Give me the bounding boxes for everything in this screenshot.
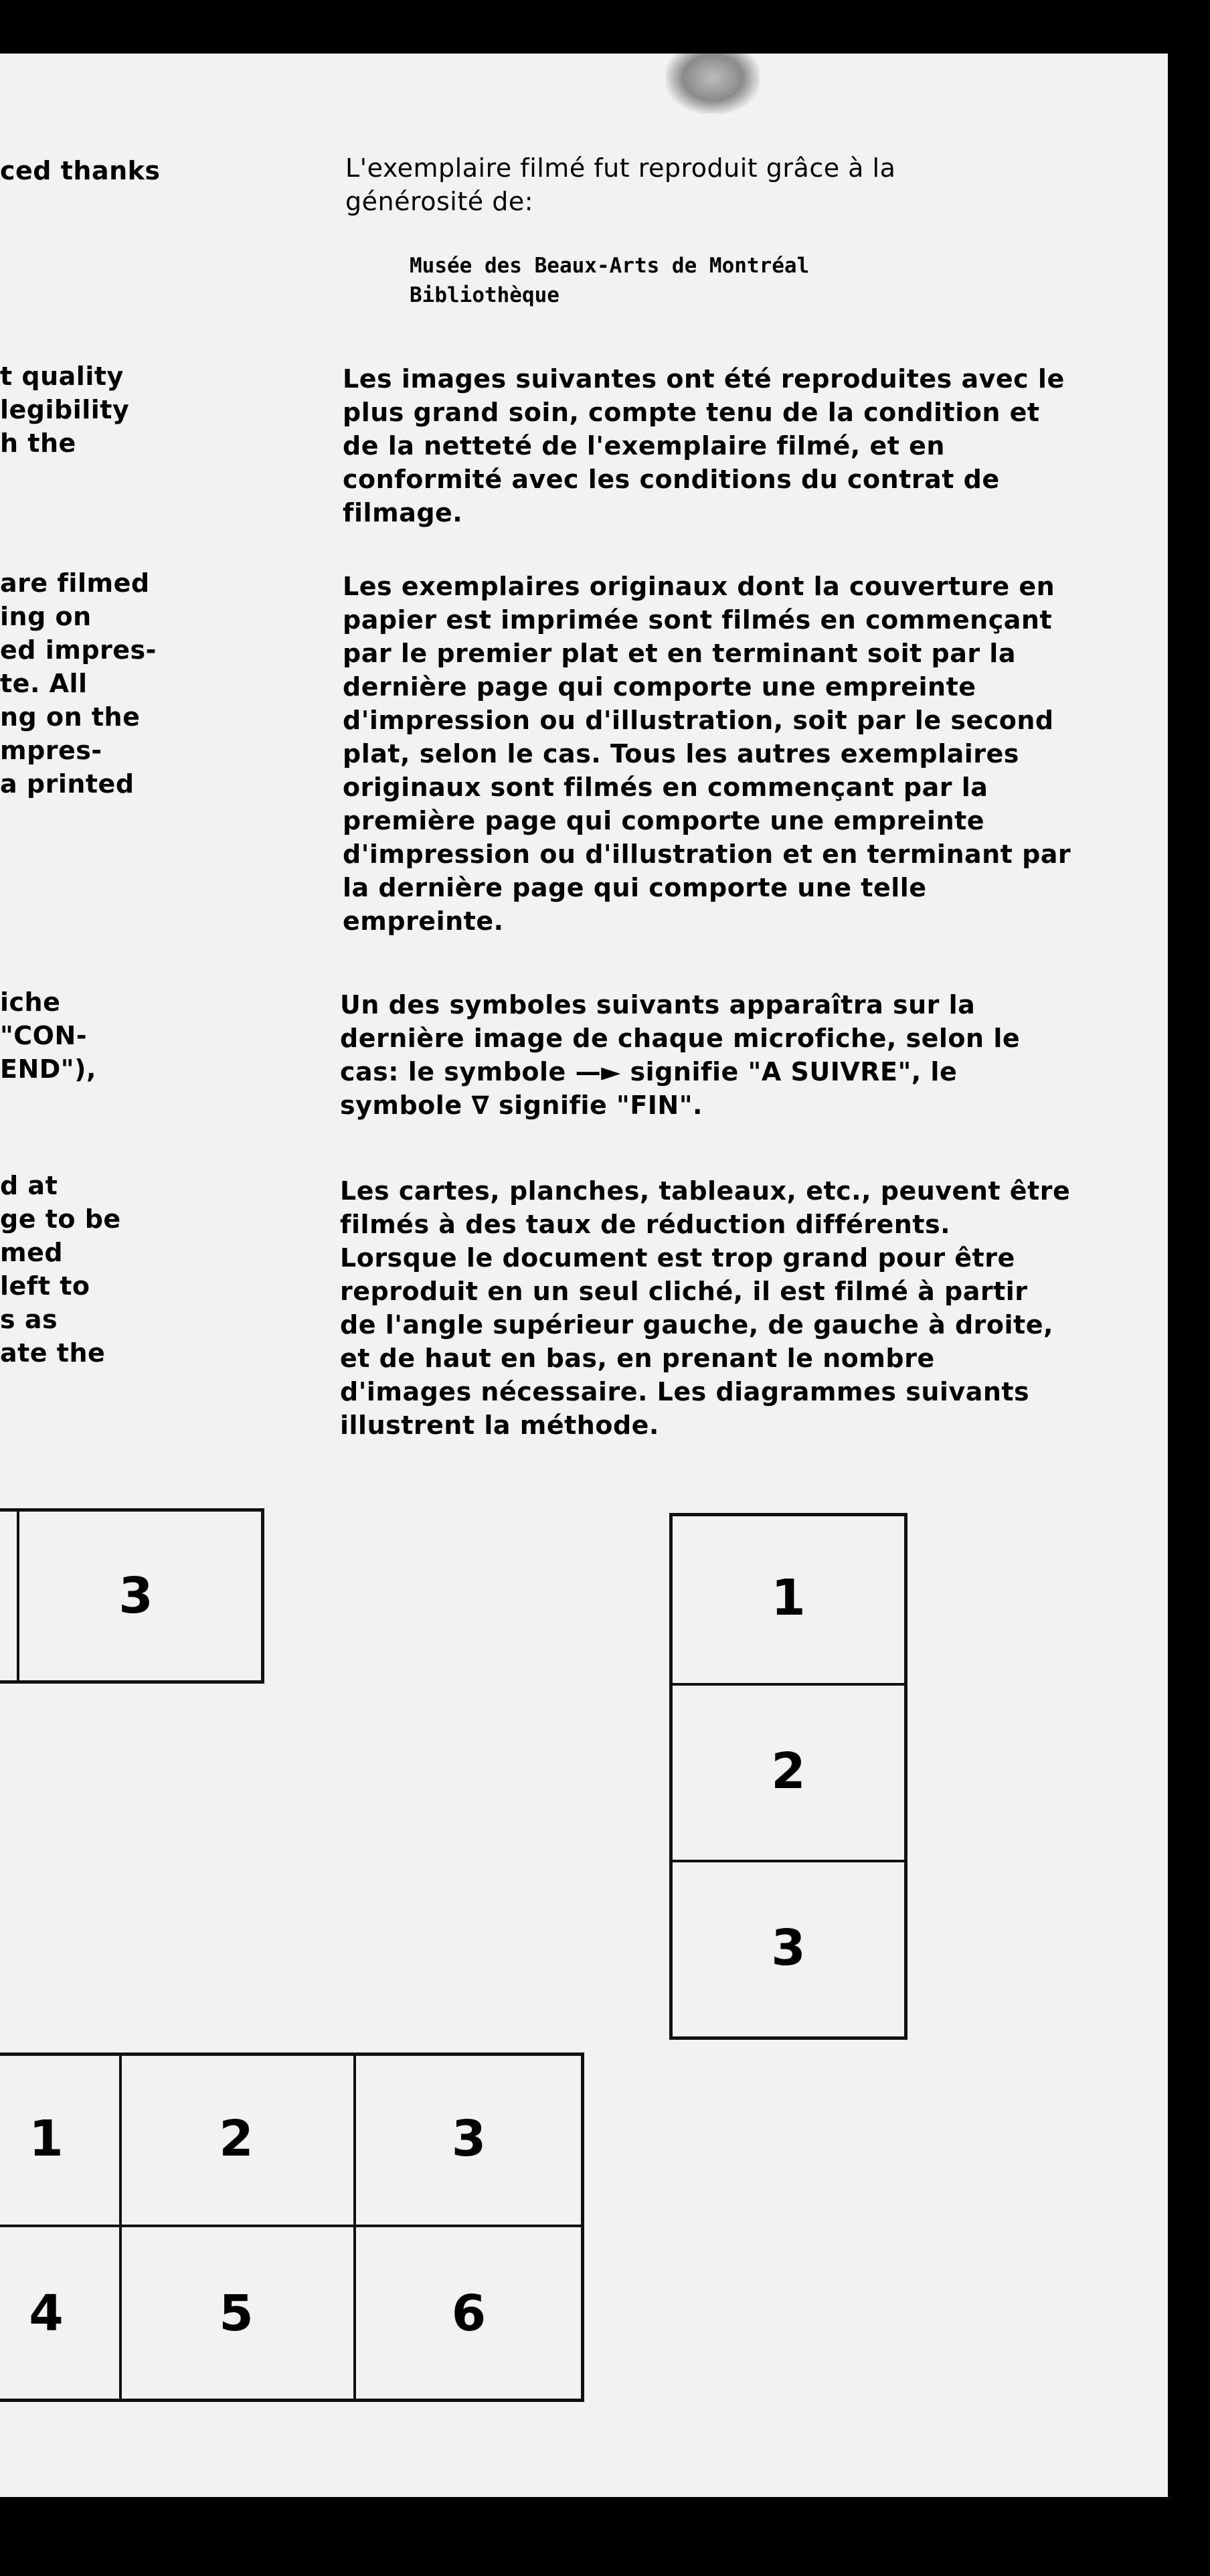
left-line: legibility bbox=[0, 395, 130, 424]
maps-line: d'images nécessaire. Les diagrammes suivants bbox=[340, 1377, 1030, 1406]
document-page bbox=[0, 54, 1168, 2497]
originals-line: empreinte. bbox=[343, 906, 504, 936]
originals-line: dernière page qui comporte une empreinte bbox=[343, 672, 976, 702]
credit-line: L'exemplaire filmé fut reproduit grâce à la bbox=[345, 153, 896, 183]
left-line: s as bbox=[0, 1305, 58, 1334]
originals-line: première page qui comporte une empreinte bbox=[343, 806, 985, 835]
symbols-text: signifie "FIN". bbox=[499, 1091, 703, 1120]
left-line: left to bbox=[0, 1271, 90, 1301]
left-line: ng on the bbox=[0, 702, 141, 732]
symbols-line bbox=[340, 1093, 703, 1118]
quality-line: filmage. bbox=[343, 498, 463, 528]
left-line: a printed bbox=[0, 769, 135, 799]
originals-line: papier est imprimée sont filmés en commençant bbox=[343, 605, 1053, 635]
grid-cell: 5 bbox=[119, 2225, 356, 2402]
grid-cell: 4 bbox=[0, 2225, 122, 2402]
quality-line: plus grand soin, compte tenu de la condition et bbox=[343, 398, 1040, 427]
originals-line: plat, selon le cas. Tous les autres exemplaires bbox=[343, 739, 1019, 769]
left-line: d at bbox=[0, 1171, 58, 1200]
symbols-text: cas: le symbole bbox=[340, 1057, 566, 1086]
left-line: ge to be bbox=[0, 1204, 121, 1234]
quality-line: de la netteté de l'exemplaire filmé, et en bbox=[343, 431, 945, 461]
left-line: END"), bbox=[0, 1054, 96, 1084]
strip-cell: 3 bbox=[17, 1508, 252, 1684]
credit-line: générosité de: bbox=[345, 187, 534, 216]
maps-line: filmés à des taux de réduction différents. bbox=[340, 1210, 951, 1239]
strip-cell: 1 bbox=[669, 1513, 907, 1686]
scanner-blemish bbox=[666, 54, 760, 114]
left-line: t quality bbox=[0, 361, 124, 391]
maps-line: de l'angle supérieur gauche, de gauche à droite, bbox=[340, 1310, 1053, 1340]
left-line: ced thanks bbox=[0, 156, 161, 185]
symbols-line: dernière image de chaque microfiche, selon le bbox=[340, 1024, 1021, 1053]
symbols-text: signifie "A SUIVRE", le bbox=[630, 1057, 958, 1086]
institution-department: Bibliothèque bbox=[410, 283, 559, 307]
originals-line: la dernière page qui comporte une telle bbox=[343, 873, 927, 902]
originals-line: originaux sont filmés en commençant par la bbox=[343, 773, 988, 802]
end-triangle-icon: ∇ bbox=[471, 1091, 490, 1120]
left-line: are filmed bbox=[0, 568, 150, 598]
left-line: ed impres- bbox=[0, 635, 157, 665]
strip-cell: 2 bbox=[669, 1683, 907, 1862]
grid-cell: 3 bbox=[353, 2052, 584, 2227]
left-line: ing on bbox=[0, 602, 92, 631]
symbols-line: Un des symboles suivants apparaîtra sur la bbox=[340, 990, 976, 1020]
left-line: h the bbox=[0, 428, 76, 458]
left-line: med bbox=[0, 1238, 64, 1267]
left-line: mpres- bbox=[0, 736, 102, 765]
symbols-text: symbole bbox=[340, 1091, 462, 1120]
left-line: te. All bbox=[0, 669, 88, 698]
institution-name: Musée des Beaux-Arts de Montréal bbox=[410, 254, 810, 278]
maps-line: Lorsque le document est trop grand pour être bbox=[340, 1243, 1015, 1273]
maps-line: reproduit en un seul cliché, il est filmé à partir bbox=[340, 1277, 1028, 1306]
maps-line: illustrent la méthode. bbox=[340, 1411, 659, 1440]
originals-line: par le premier plat et en terminant soit par la bbox=[343, 639, 1016, 668]
grid-cell: 1 bbox=[0, 2052, 122, 2227]
strip-cell: 3 bbox=[771, 1919, 806, 1977]
quality-line: conformité avec les conditions du contrat de bbox=[343, 465, 1000, 494]
originals-line: d'impression ou d'illustration, soit par le second bbox=[343, 706, 1054, 735]
continued-arrow-icon: —► bbox=[575, 1057, 621, 1086]
maps-line: Les cartes, planches, tableaux, etc., peuvent être bbox=[340, 1176, 1071, 1206]
grid-cell: 2 bbox=[119, 2052, 356, 2227]
grid-cell: 6 bbox=[451, 2284, 487, 2342]
left-line: "CON- bbox=[0, 1021, 88, 1050]
symbols-line bbox=[340, 1059, 957, 1084]
originals-line: d'impression ou d'illustration et en terminant par bbox=[343, 839, 1071, 869]
vertical-strip-diagram bbox=[669, 1513, 907, 2040]
quality-line: Les images suivantes ont été reproduites avec le bbox=[343, 364, 1065, 394]
left-line: ate the bbox=[0, 1338, 106, 1368]
horizontal-strip-diagram bbox=[0, 1508, 264, 1684]
grid-diagram bbox=[0, 2052, 584, 2402]
maps-line: et de haut en bas, en prenant le nombre bbox=[340, 1344, 935, 1373]
originals-line: Les exemplaires originaux dont la couverture en bbox=[343, 572, 1055, 601]
left-line: iche bbox=[0, 987, 61, 1017]
